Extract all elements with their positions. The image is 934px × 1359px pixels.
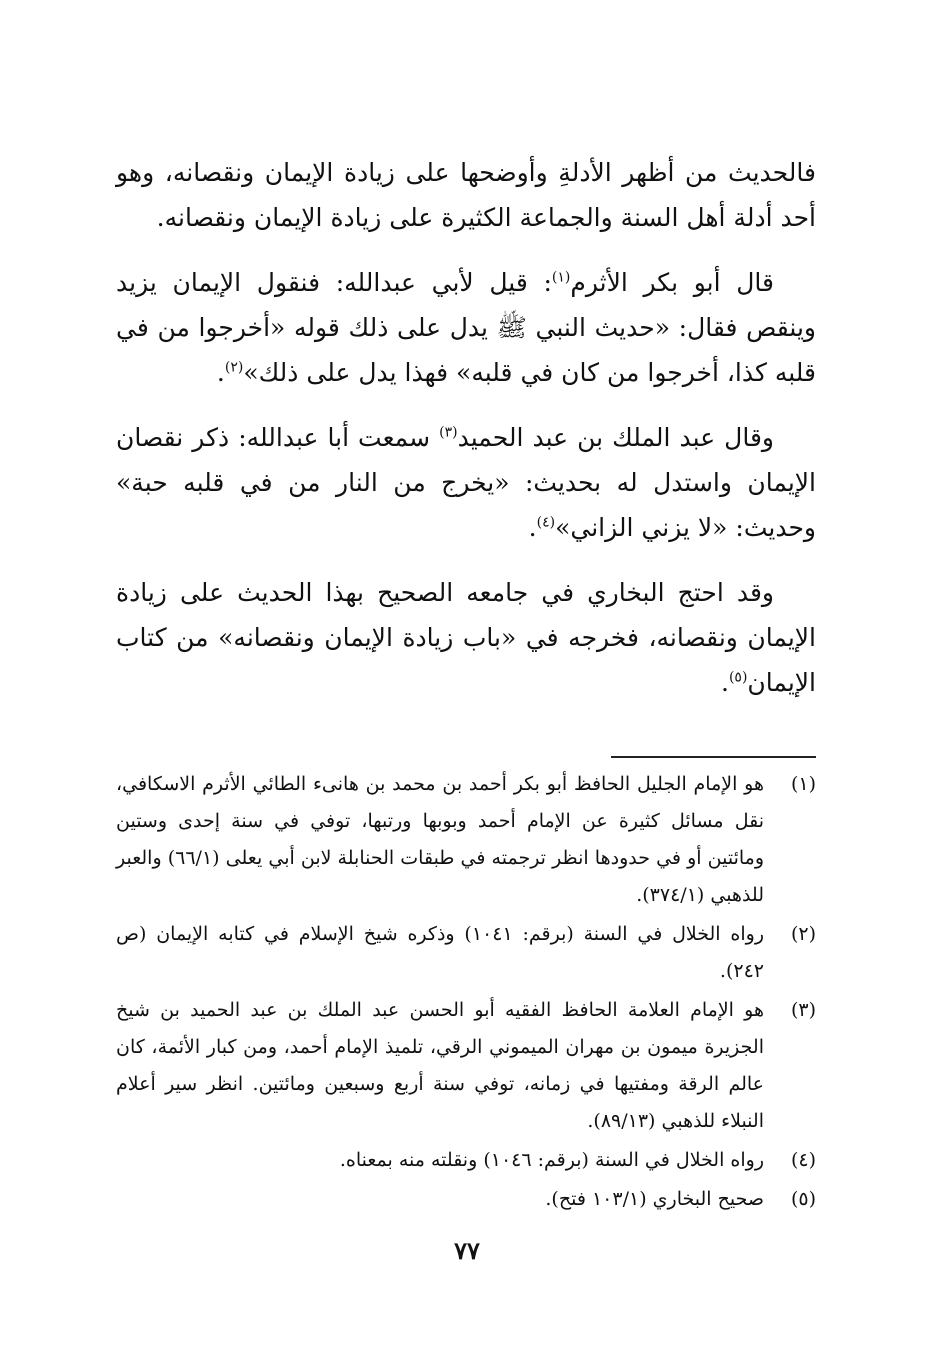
- footnote-number: (٢): [790, 923, 816, 945]
- footnote-number: (٥): [790, 1188, 816, 1210]
- paragraph-2-end: .: [216, 358, 225, 387]
- paragraph-3-end: .: [528, 513, 537, 542]
- paragraph-1-text: فالحديث من أظهر الأدلةِ وأوضحها على زيادة الإيمان ونقصانه، وهو أحد أدلة أهل السنة والجماعة الكثيرة على زيادة الإيمان ونقصانه.: [116, 158, 816, 232]
- paragraph-3: [116, 415, 816, 550]
- footnote-separator: [611, 756, 816, 758]
- footnote-number: (١): [790, 773, 816, 795]
- footnote-text: هو الإمام العلامة الحافظ الفقيه أبو الحسن عبد الملك بن عبد الحميد بن شيخ الجزيرة ميمون بن مهران الميموني الرقي، تلميذ الإمام أحمد، ومن كبار الأئمة، كان عالم الرقة ومفتيها في زمانه، توفي سنة أربع وسبعين ومائتين. انظر سير أعلام النبلاء للذهبي (٨٩/١٣).: [116, 999, 764, 1132]
- footnote-number: (٣): [790, 999, 816, 1021]
- paragraph-3-text: وقال عبد الملك بن عبد الحميد: [457, 423, 774, 452]
- footnote-1: [116, 766, 816, 914]
- footnote-5: [116, 1181, 816, 1218]
- main-text: [116, 150, 816, 725]
- footnote-number: (٤): [790, 1149, 816, 1171]
- paragraph-4-text: وقد احتج البخاري في جامعه الصحيح بهذا الحديث على زيادة الإيمان ونقصانه، فخرجه في «باب زيادة الإيمان ونقصانه» من كتاب الإيمان: [116, 578, 816, 697]
- footnote-ref-3: (٣): [439, 424, 458, 441]
- footnote-ref-4: (٤): [536, 514, 556, 531]
- paragraph-2: [116, 260, 816, 395]
- footnote-ref-2: (٢): [224, 359, 244, 376]
- footnote-text: صحيح البخاري (١٠٣/١ فتح).: [545, 1188, 764, 1210]
- paragraph-2-tail: : قيل لأبي عبدالله: فنقول الإيمان يزيد وينقص فقال: «حديث النبي ﷺ يدل على ذلك قوله «أخرجوا من في قلبه كذا، أخرجوا من كان في قلبه» فهذا يدل على ذلك»: [116, 268, 816, 387]
- footnotes: [116, 766, 816, 1220]
- paragraph-2-text: قال أبو بكر الأثرم: [570, 268, 774, 297]
- footnote-text: رواه الخلال في السنة (برقم: ١٠٤١) وذكره شيخ الإسلام في كتابه الإيمان (ص ٢٤٢).: [116, 923, 764, 982]
- footnote-3: [116, 992, 816, 1140]
- footnote-text: رواه الخلال في السنة (برقم: ١٠٤٦) ونقلته منه بمعناه.: [339, 1149, 764, 1171]
- paragraph-1: [116, 150, 816, 240]
- footnote-ref-1: (١): [551, 269, 571, 286]
- paragraph-4: [116, 570, 816, 705]
- paragraph-3-tail: سمعت أبا عبدالله: ذكر نقصان الإيمان واستدل له بحديث: «يخرج من النار من في قلبه حبة» وحديث: «لا يزني الزاني»: [116, 423, 816, 542]
- footnote-ref-5: (٥): [728, 669, 748, 686]
- footnote-2: [116, 916, 816, 990]
- page-number: ٧٧: [454, 1236, 480, 1265]
- paragraph-4-tail: .: [720, 668, 729, 697]
- footnote-text: هو الإمام الجليل الحافظ أبو بكر أحمد بن محمد بن هانىء الطائي الأثرم الاسكافي، نقل مسائل كثيرة عن الإمام أحمد وبوبها ورتبها، توفي في سنة إحدى وستين ومائتين أو في حدودها انظر ترجمته في طبقات الحنابلة لابن أبي يعلى (٦٦/١) والعبر للذهبي (٣٧٤/١).: [116, 773, 765, 906]
- footnote-4: [116, 1142, 816, 1179]
